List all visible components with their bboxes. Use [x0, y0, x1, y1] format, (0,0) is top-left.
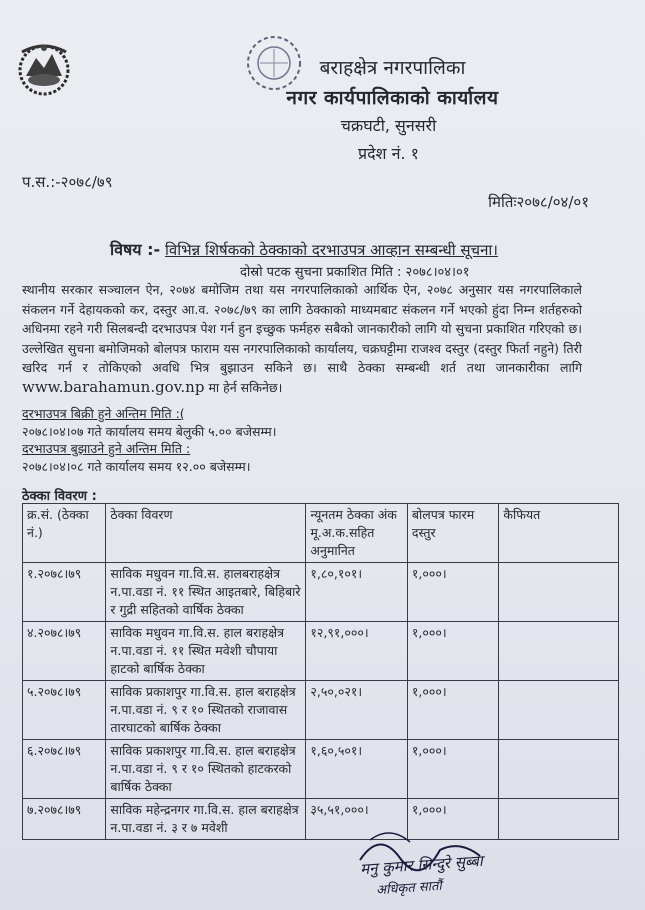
cell-serial: ४.२०७८।७९ — [23, 622, 106, 681]
table-header-row — [23, 504, 619, 563]
body-tail: मा हेर्न सकिनेछ। — [208, 379, 283, 395]
header-description: ठेक्का विवरण — [106, 504, 306, 563]
signatory-name: मनु कुमार सिन्दुरे सुब्बा — [359, 851, 484, 879]
cell-form-fee: १,०००। — [407, 563, 498, 622]
subject-label: विषय :- — [110, 240, 161, 259]
reference-number: प.स.:-२०७८/७९ — [22, 173, 113, 191]
cell-min-amount: २,५०,०२१। — [306, 681, 408, 740]
cell-remarks — [499, 563, 619, 622]
cell-min-amount: १,८०,१०१। — [306, 563, 408, 622]
cell-serial: १.२०७८।७९ — [23, 563, 106, 622]
table-title: ठेक्का विवरण : — [22, 489, 97, 504]
cell-form-fee: १,०००। — [407, 740, 498, 799]
cell-serial: ७.२०७८।७९ — [23, 799, 106, 840]
table-row — [23, 681, 619, 740]
cell-serial: ५.२०७८।७९ — [23, 681, 106, 740]
body-paragraph: स्थानीय सरकार सञ्चालन ऐन, २०७४ बमोजिम तथा यस नगरपालिकाको आर्थिक ऐन, २०७८ अनुसार यस नगरपालिकाले संकलन गर्ने देहायकको कर, दस्तुर आ.व. २०७८/७९ का लागि ठेक्काको माध्यमबाट संकलन गर्ने भएको हुंदा निम्न शर्तहरुको अधिनमा रहने गरी सिलबन्दी दरभाउपत्र पेश गर्न हुन इच्छुक फर्महरु सबैको जानकारीको लागि यो सुचना प्रकाशित गरिएको छ। उल्लेखित सुचना बमोजिमको बोलपत्र फाराम यस नगरपालिकाको कार्यालय, चक्रघट्टीमा राजश्व दस्तुर (दस्तुर फिर्ता नहुने) तिरी खरिद गर्न र तोकिएको अवधि भित्र बुझाउन सकिने छ। साथै ठेक्का सम्बन्धी शर्त तथा जानकारीका लागि — [22, 282, 582, 376]
cell-form-fee: १,०००। — [407, 681, 498, 740]
nepal-emblem-icon — [14, 40, 74, 96]
notice-date: मितिः२०७८/०४/०१ — [488, 193, 589, 211]
municipality-name: बराहक्षेत्र नगरपालिका — [319, 57, 466, 79]
header-remarks: कैफियत — [499, 504, 619, 563]
cell-min-amount: १,६०,५०१। — [306, 740, 408, 799]
header-form-fee: बोलपत्र फारम दस्तुर — [407, 504, 498, 563]
table-row — [23, 563, 619, 622]
cell-min-amount: ३५,५१,०००। — [306, 799, 408, 840]
header-min-amount: न्यूनतम ठेक्का अंक मू.अ.क.सहित अनुमानित — [306, 504, 408, 563]
office-address: चक्रघटी, सुनसरी — [340, 116, 437, 135]
cell-form-fee: १,०००। — [407, 799, 498, 840]
submit-deadline-label: दरभाउपत्र बुझाउने हुने अन्तिम मिति : — [22, 441, 191, 456]
province: प्रदेश नं. १ — [358, 144, 419, 163]
table-row — [23, 799, 619, 840]
cell-remarks — [499, 799, 619, 840]
cell-min-amount: १२,९१,०००। — [306, 622, 408, 681]
submit-deadline-value: २०७८।०४।०८ गते कार्यालय समय १२.०० बजेसम्म। — [22, 459, 251, 474]
cell-description: साविक मधुवन गा.वि.स. हाल बराहक्षेत्र न.पा.वडा नं. ११ स्थित मवेशी चौपाया हाटको बार्षिक ठेक्का — [106, 622, 306, 681]
table-row — [23, 740, 619, 799]
cell-remarks — [499, 740, 619, 799]
sale-deadline-value: २०७८।०४।०७ गते कार्यालय समय बेलुकी ५.०० बजेसम्म। — [22, 424, 277, 439]
notice-body — [22, 280, 582, 398]
subject-text: विभिन्न शिर्षकको ठेक्काको दरभाउपत्र आव्हान सम्बन्धी सूचना। — [164, 241, 498, 259]
sale-deadline-label: दरभाउपत्र बिक्री हुने अन्तिम मिति :( — [22, 406, 185, 421]
office-name: नगर कार्यपालिकाको कार्यालय — [286, 87, 499, 109]
cell-remarks — [499, 681, 619, 740]
contract-details-table — [22, 503, 619, 840]
cell-description: साविक मधुवन गा.वि.स. हालबराहक्षेत्र न.पा.वडा नं. ११ स्थित आइतबारे, बिहिबारे र गुद्री सहितको वार्षिक ठेक्का — [106, 563, 306, 622]
cell-form-fee: १,०००। — [407, 622, 498, 681]
table-row — [23, 622, 619, 681]
website-link[interactable]: www.barahamun.gov.np — [22, 377, 205, 396]
subject-line — [110, 238, 498, 260]
cell-description: साविक प्रकाशपुर गा.वि.स. हाल बराहक्षेत्र न.पा.वडा नं. ९ र १० स्थितको राजावास तारघाटको बार्षिक ठेक्का — [106, 681, 306, 740]
second-publication-date: दोस्रो पटक सुचना प्रकाशित मिति : २०७८।०४।०१ — [240, 265, 470, 280]
cell-serial: ६.२०७८।७९ — [23, 740, 106, 799]
header-serial: क्र.सं. (ठेक्का नं.) — [23, 504, 106, 563]
cell-description: साविक महेन्द्रनगर गा.वि.स. हाल बराहक्षेत्र न.पा.वडा नं. ३ र ७ मवेशी — [106, 799, 306, 840]
cell-remarks — [499, 622, 619, 681]
signatory-title: अधिकृत सातौं — [375, 878, 443, 899]
cell-description: साविक प्रकाशपुर गा.वि.स. हाल बराहक्षेत्र न.पा.वडा नं. ९ र १० स्थितको हाटकरको बार्षिक ठेक्का — [106, 740, 306, 799]
